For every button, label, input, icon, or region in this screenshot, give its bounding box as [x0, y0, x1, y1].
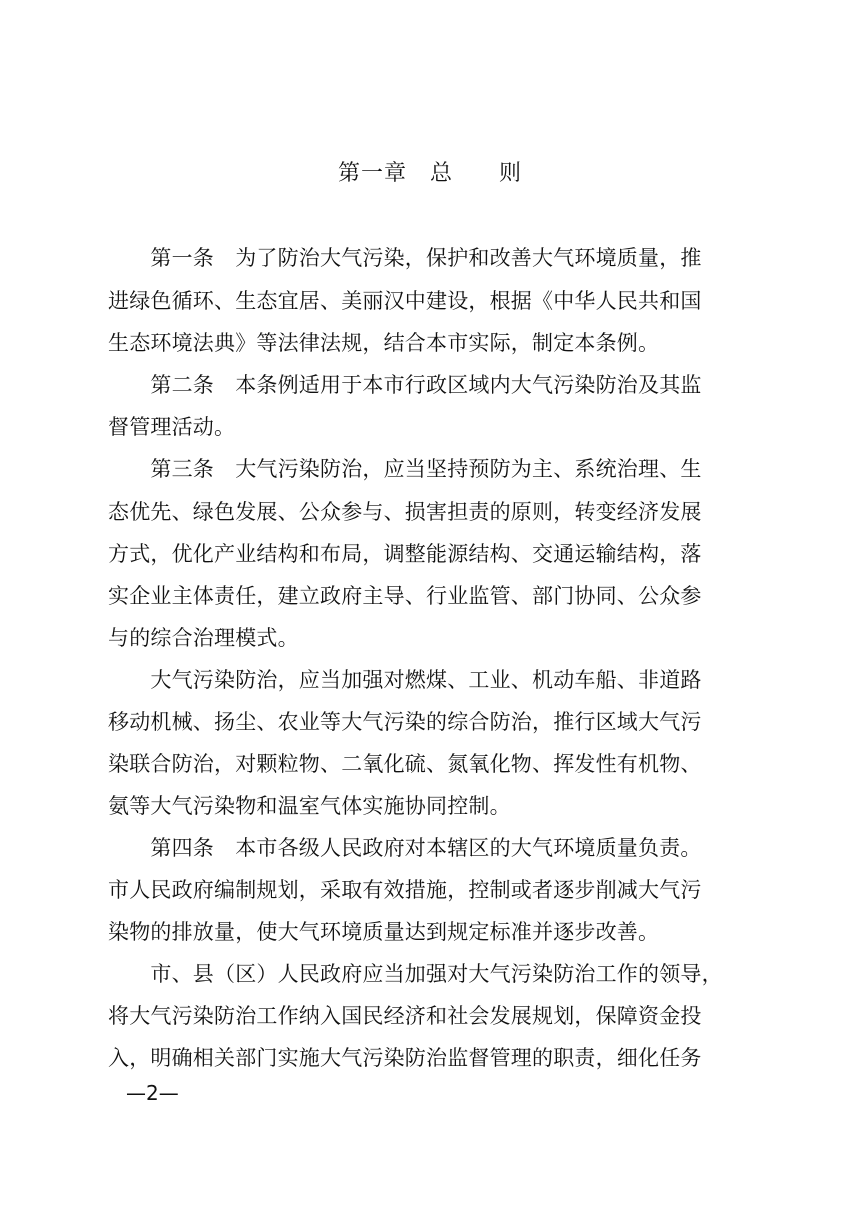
- text-line: 态优先、绿色发展、公众参与、损害担责的原则，转变经济发展: [108, 500, 702, 524]
- text-line: 移动机械、扬尘、农业等大气污染的综合防治，推行区域大气污: [108, 710, 702, 734]
- text-line: 氨等大气污染物和温室气体实施协同控制。: [108, 794, 511, 818]
- text-line: 第一条 为了防治大气污染，保护和改善大气环境质量，推: [108, 246, 702, 270]
- text-line: 生态环境法典》等法律法规，结合本市实际，制定本条例。: [108, 331, 660, 355]
- text-line: 第三条 大气污染防治，应当坚持预防为主、系统治理、生: [108, 457, 702, 481]
- text-line: 实企业主体责任，建立政府主导、行业监管、部门协同、公众参: [108, 584, 702, 608]
- text-line: 染联合防治，对颗粒物、二氧化硫、氮氧化物、挥发性有机物、: [108, 752, 702, 776]
- text-line: 市人民政府编制规划，采取有效措施，控制或者逐步削减大气污: [108, 878, 702, 902]
- chapter-title: 第一章 总 则: [337, 161, 522, 186]
- text-line: 方式，优化产业结构和布局，调整能源结构、交通运输结构，落: [108, 542, 702, 566]
- text-line: 将大气污染防治工作纳入国民经济和社会发展规划，保障资金投: [108, 1004, 702, 1028]
- text-line: 第二条 本条例适用于本市行政区域内大气污染防治及其监: [108, 373, 702, 397]
- text-line: 第四条 本市各级人民政府对本辖区的大气环境质量负责。: [108, 836, 702, 860]
- page-number: —2—: [126, 1081, 179, 1105]
- text-line: 督管理活动。: [108, 415, 236, 439]
- text-line: 市、县（区）人民政府应当加强对大气污染防治工作的领导，: [108, 962, 723, 986]
- text-line: 入，明确相关部门实施大气污染防治监督管理的职责，细化任务: [108, 1046, 702, 1070]
- text-line: 进绿色循环、生态宜居、美丽汉中建设，根据《中华人民共和国: [108, 289, 702, 313]
- text-line: 染物的排放量，使大气环境质量达到规定标准并逐步改善。: [108, 920, 660, 944]
- text-line: 大气污染防治，应当加强对燃煤、工业、机动车船、非道路: [108, 668, 702, 692]
- text-line: 与的综合治理模式。: [108, 626, 299, 650]
